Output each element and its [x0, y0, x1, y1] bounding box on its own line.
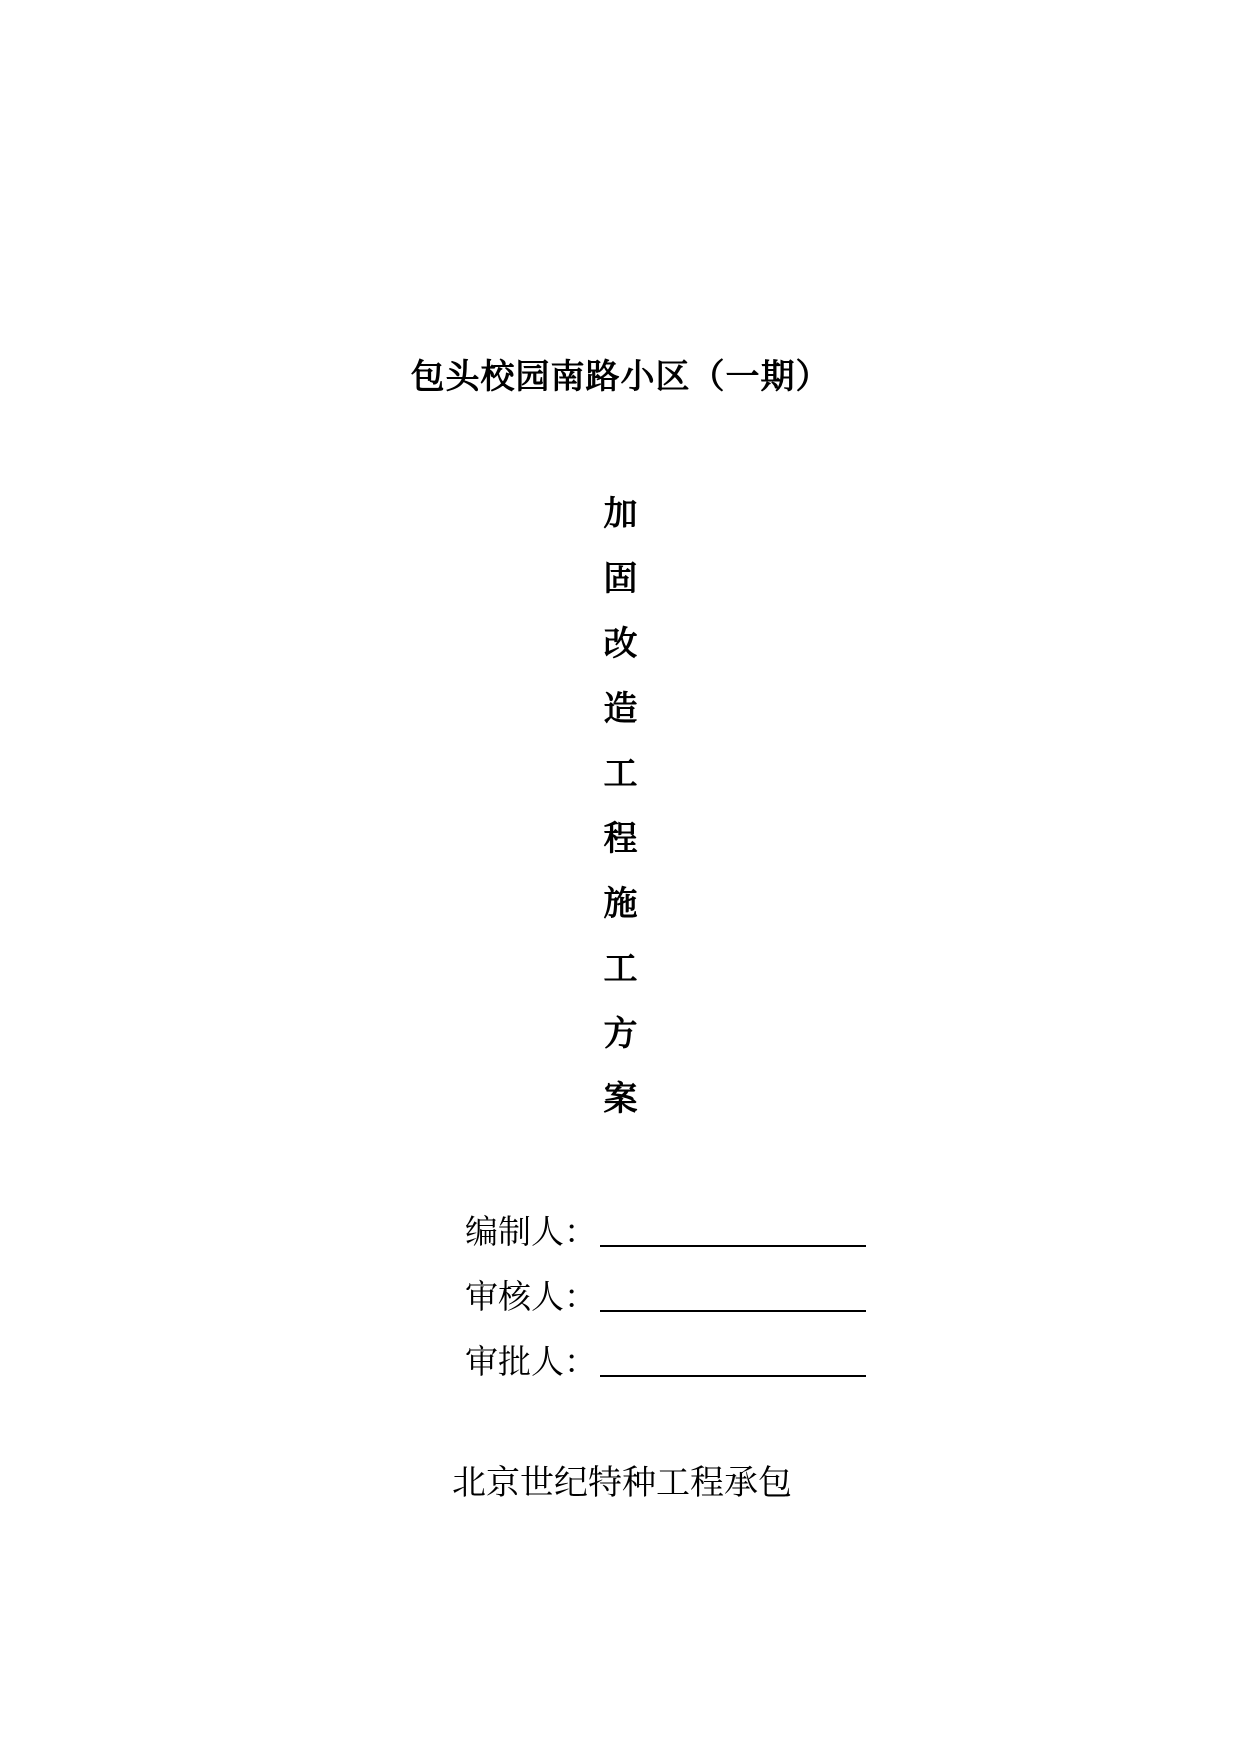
document-type-vertical-title — [0, 482, 1241, 1132]
title-char: 造 — [603, 689, 638, 729]
title-char: 案 — [603, 1079, 638, 1119]
signature-row-compiler — [465, 1192, 885, 1257]
signature-row-reviewer — [465, 1257, 885, 1322]
title-char: 改 — [603, 624, 638, 664]
title-char: 方 — [603, 1014, 638, 1054]
signature-block — [465, 1192, 885, 1387]
company-name: 北京世纪特种工程承包 — [452, 1463, 792, 1503]
title-char: 程 — [603, 819, 638, 859]
title-char: 工 — [603, 754, 638, 794]
project-title: 包头校园南路小区（一期） — [410, 357, 831, 397]
reviewer-signature-line — [600, 1310, 866, 1312]
compiler-label: 编制人： — [465, 1212, 597, 1251]
signature-row-approver — [465, 1322, 885, 1387]
title-char: 施 — [603, 884, 638, 924]
title-char: 固 — [603, 559, 638, 599]
title-char: 工 — [603, 949, 638, 989]
approver-label: 审批人： — [465, 1342, 597, 1381]
title-char: 加 — [603, 494, 638, 534]
reviewer-label: 审核人： — [465, 1277, 597, 1316]
approver-signature-line — [600, 1375, 866, 1377]
compiler-signature-line — [600, 1245, 866, 1247]
